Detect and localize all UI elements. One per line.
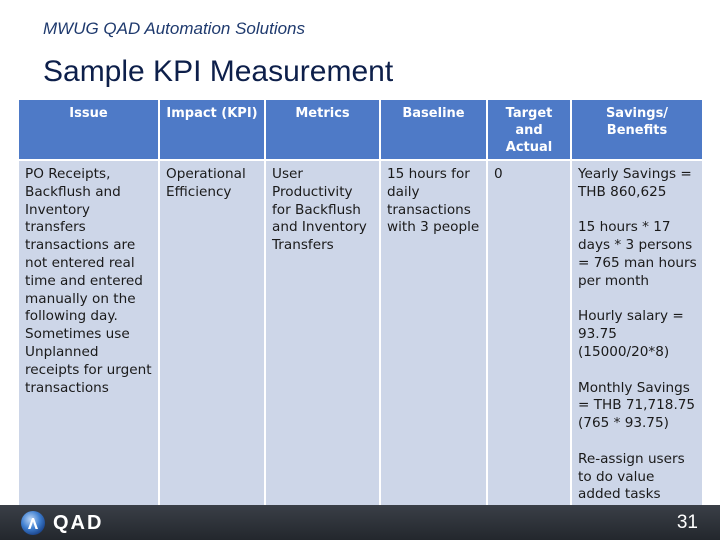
footer-bar [0, 505, 720, 540]
column-header-issue: Issue [19, 100, 159, 160]
qad-logo-text: QAD [53, 511, 104, 534]
column-header-metrics: Metrics [265, 100, 380, 160]
company-header: MWUG QAD Automation Solutions [43, 19, 306, 38]
column-header-impact: Impact (KPI) [159, 100, 265, 160]
column-header-target-actual: Target and Actual [487, 100, 571, 160]
cell-target-actual: 0 [487, 160, 571, 506]
qad-logo [19, 508, 103, 538]
qad-logo-icon [19, 509, 47, 537]
cell-baseline: 15 hours for daily transactions with 3 people [380, 160, 487, 506]
cell-issue: PO Receipts, Backflush and Inventory transfers transactions are not entered real time and entered manually on the following day. Sometimes use Unplanned receipts for urgent transactions [19, 160, 159, 506]
table-header-row [19, 100, 702, 160]
cell-impact: Operational Efficiency [159, 160, 265, 506]
cell-metrics: User Productivity for Backflush and Inventory Transfers [265, 160, 380, 506]
kpi-table [19, 100, 702, 506]
column-header-savings-benefits: Savings/ Benefits [571, 100, 702, 160]
table-row [19, 160, 702, 506]
cell-savings-benefits: Yearly Savings = THB 860,625 15 hours * 17 days * 3 persons = 765 man hours per month Hourly salary = 93.75 (15000/20*8) Monthly Savings = THB 71,718.75 (765 * 93.75) Re-assign users to do value added tasks [571, 160, 702, 506]
page-number: 31 [676, 512, 698, 533]
slide-title: Sample KPI Measurement [43, 55, 394, 88]
column-header-baseline: Baseline [380, 100, 487, 160]
